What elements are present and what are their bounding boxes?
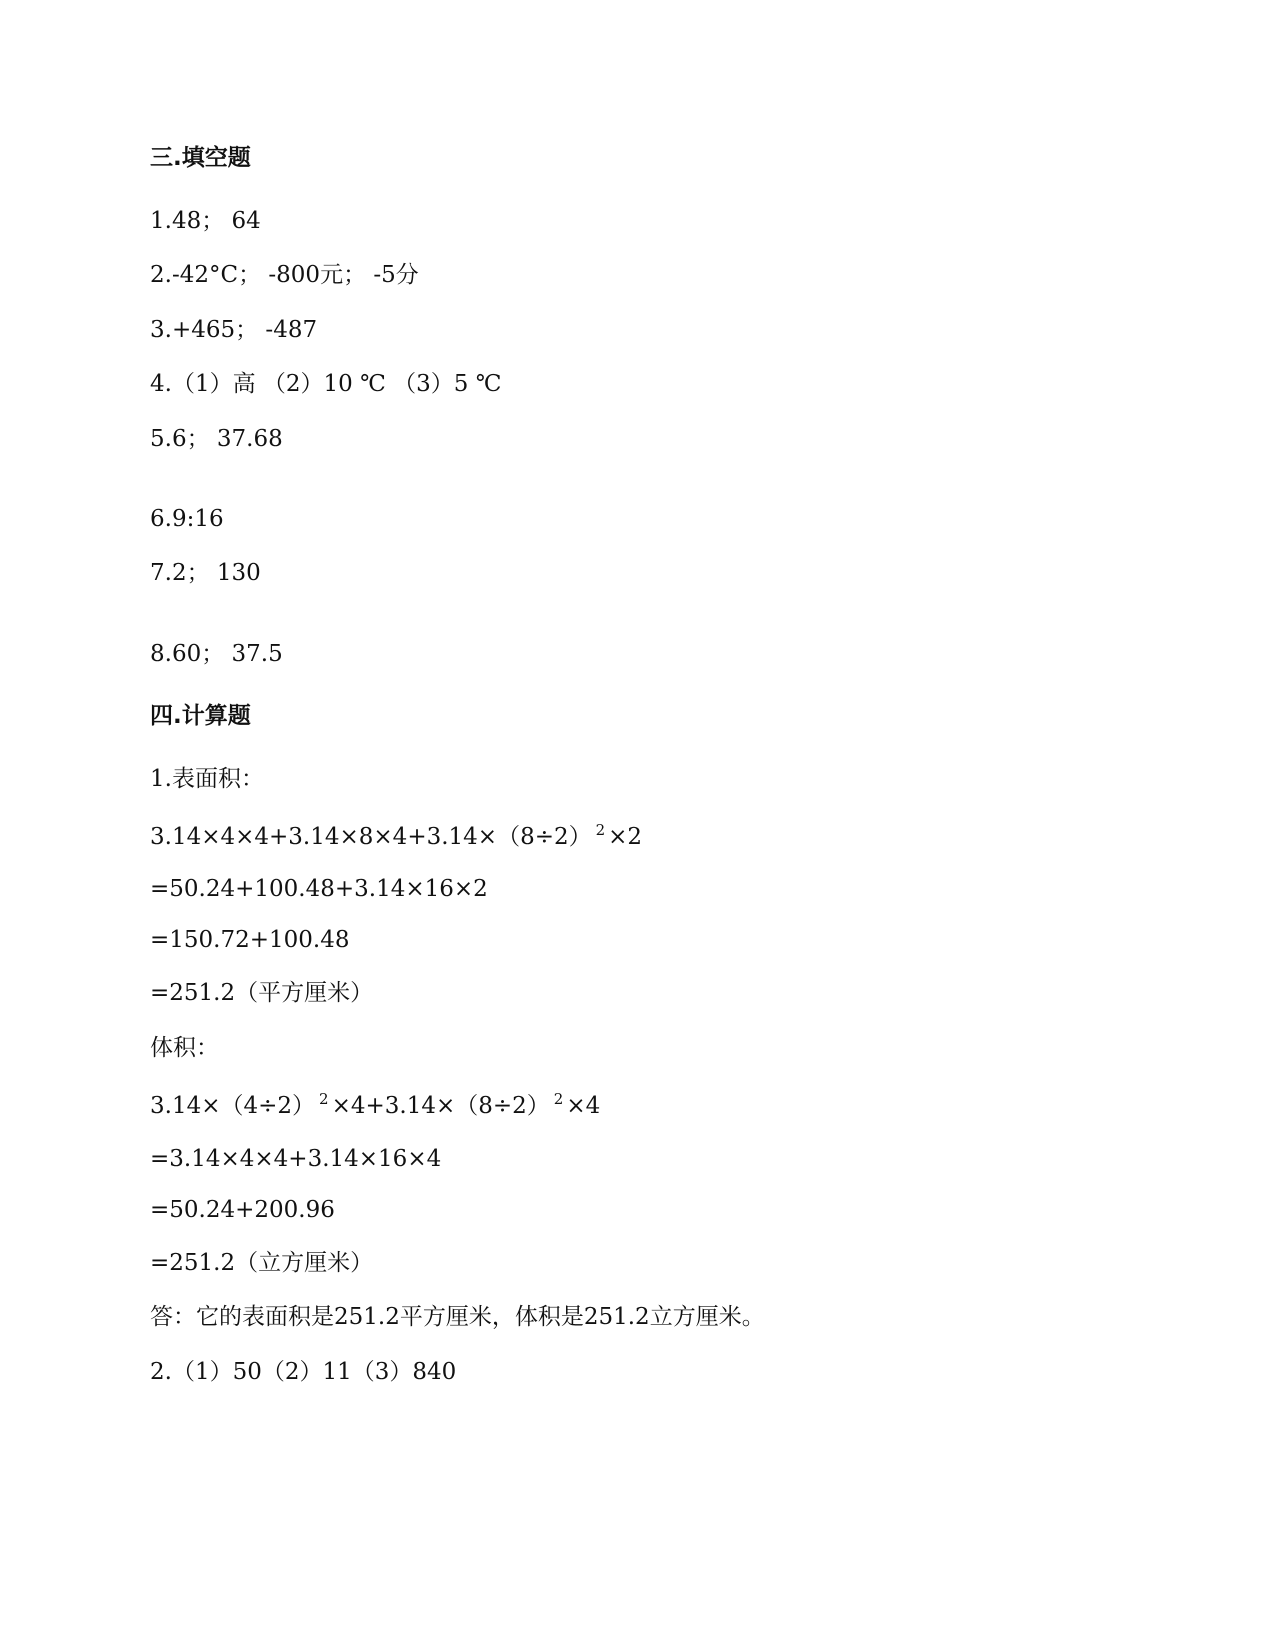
surface-area-expression: [150, 822, 642, 854]
volume-expression-part-1: 3.14×（4÷2）: [150, 1093, 316, 1119]
surface-area-step-1: =50.24+100.48+3.14×16×2: [150, 876, 488, 902]
fill-blank-answer-5: 5.6； 37.68: [150, 426, 283, 452]
fill-blank-answer-1: 1.48； 64: [150, 208, 261, 234]
fill-blank-answer-7: 7.2； 130: [150, 560, 261, 586]
volume-expression-tail: ×4: [566, 1093, 601, 1119]
volume-label: 体积：: [150, 1035, 219, 1061]
section-heading-fill-blank: 三.填空题: [150, 145, 251, 171]
exponent: 2: [319, 1090, 329, 1108]
fill-blank-answer-2: 2.-42°C； -800元； -5分: [150, 262, 419, 288]
fill-blank-answer-4: 4.（1）高 （2）10 ℃ （3）5 ℃: [150, 371, 502, 397]
volume-step-2: =50.24+200.96: [150, 1197, 335, 1223]
fill-blank-answer-6: 6.9:16: [150, 506, 224, 532]
exponent: 2: [595, 821, 606, 839]
volume-result: =251.2（立方厘米）: [150, 1250, 374, 1276]
surface-area-result: =251.2（平方厘米）: [150, 980, 374, 1006]
surface-area-expression-main: 3.14×4×4+3.14×8×4+3.14×（8÷2）: [150, 824, 592, 850]
volume-expression: [150, 1091, 600, 1123]
volume-step-1: =3.14×4×4+3.14×16×4: [150, 1146, 442, 1172]
section-heading-calculation: 四.计算题: [150, 703, 251, 729]
fill-blank-answer-8: 8.60； 37.5: [150, 641, 283, 667]
final-answer-sentence: 答：它的表面积是251.2平方厘米，体积是251.2立方厘米。: [150, 1304, 765, 1330]
volume-expression-part-2: ×4+3.14×（8÷2）: [331, 1093, 550, 1119]
exponent: 2: [553, 1090, 564, 1108]
surface-area-label: 1.表面积：: [150, 766, 264, 792]
surface-area-expression-tail: ×2: [608, 824, 643, 850]
calculation-answer-2: 2.（1）50（2）11（3）840: [150, 1359, 457, 1385]
surface-area-step-2: =150.72+100.48: [150, 927, 350, 953]
fill-blank-answer-3: 3.+465； -487: [150, 317, 318, 343]
